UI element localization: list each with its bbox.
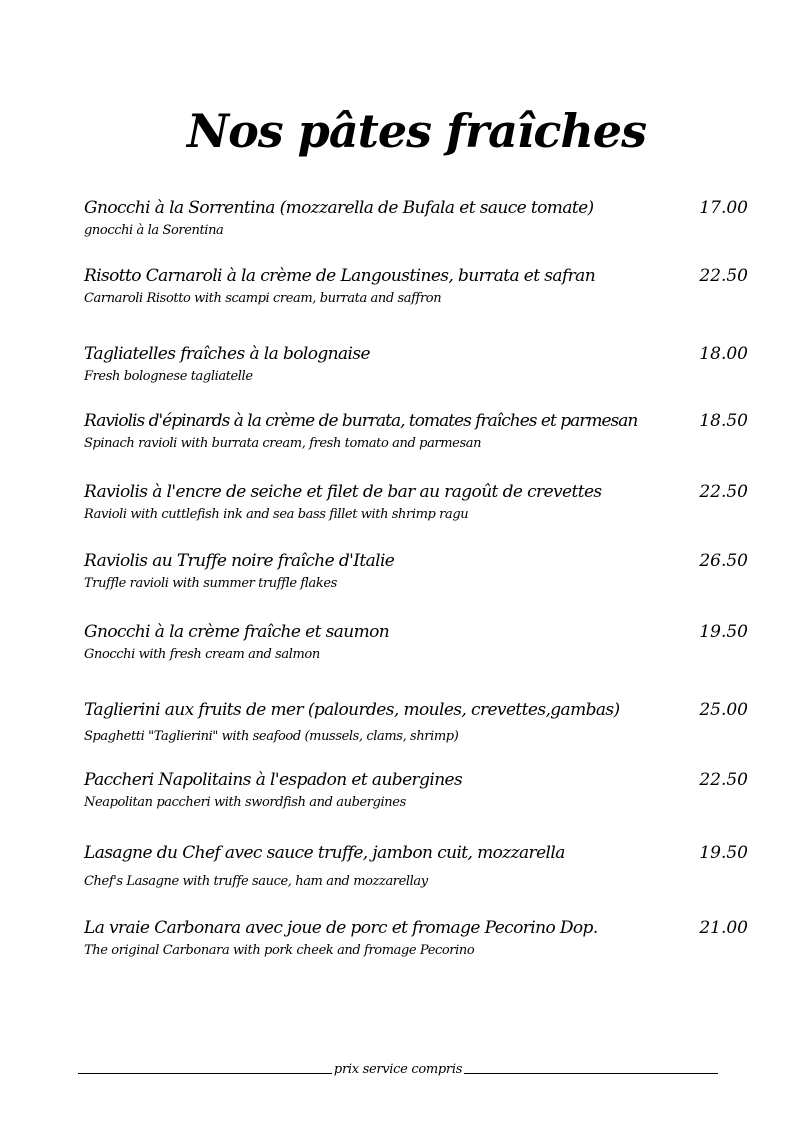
- item-price: 19.50: [699, 622, 748, 642]
- item-price: 19.50: [699, 843, 748, 863]
- menu-item: [84, 916, 748, 960]
- footer: [78, 1060, 718, 1080]
- item-name: Taglierini aux fruits de mer (palourdes, moules, crevettes,gambas): [84, 700, 620, 720]
- item-description: Spinach ravioli with burrata cream, fresh tomato and parmesan: [84, 436, 482, 451]
- page-title: Nos pâtes fraîches: [187, 104, 646, 158]
- item-name: Paccheri Napolitains à l'espadon et aubergines: [84, 770, 463, 790]
- item-price: 21.00: [699, 918, 748, 938]
- menu-item: [84, 342, 748, 386]
- item-name: Risotto Carnaroli à la crème de Langoustines, burrata et safran: [84, 266, 596, 286]
- item-name: Raviolis à l'encre de seiche et filet de bar au ragoût de crevettes: [84, 482, 602, 502]
- item-name: Raviolis d'épinards à la crème de burrata, tomates fraîches et parmesan: [84, 411, 638, 431]
- item-description: Neapolitan paccheri with swordfish and aubergines: [84, 795, 406, 810]
- item-name: Lasagne du Chef avec sauce truffe, jambon cuit, mozzarella: [84, 843, 565, 863]
- item-description: Chef's Lasagne with truffe sauce, ham and mozzarellay: [84, 874, 428, 889]
- item-description: Spaghetti "Taglierini" with seafood (mussels, clams, shrimp): [84, 729, 459, 744]
- item-description: Fresh bolognese tagliatelle: [84, 369, 253, 384]
- footer-divider-left: [78, 1073, 332, 1074]
- menu-item: [84, 409, 748, 453]
- item-price: 22.50: [699, 482, 748, 502]
- item-price: 18.00: [699, 344, 748, 364]
- menu-item: [84, 549, 748, 593]
- menu-item: [84, 264, 748, 308]
- item-price: 18.50: [699, 411, 748, 431]
- menu-item: [84, 841, 748, 891]
- menu-item: [84, 698, 748, 746]
- footer-divider-right: [464, 1073, 718, 1074]
- item-price: 25.00: [699, 700, 748, 720]
- menu-item: [84, 768, 748, 812]
- item-description: The original Carbonara with pork cheek and fromage Pecorino: [84, 943, 475, 958]
- item-name: Raviolis au Truffe noire fraîche d'Italie: [84, 551, 395, 571]
- item-name: Gnocchi à la Sorrentina (mozzarella de Bufala et sauce tomate): [84, 198, 594, 218]
- item-price: 17.00: [699, 198, 748, 218]
- item-description: Ravioli with cuttlefish ink and sea bass fillet with shrimp ragu: [84, 507, 469, 522]
- item-name: Tagliatelles fraîches à la bolognaise: [84, 344, 370, 364]
- item-description: gnocchi à la Sorentina: [84, 223, 224, 238]
- item-price: 26.50: [699, 551, 748, 571]
- menu-item: [84, 196, 748, 240]
- item-description: Truffle ravioli with summer truffle flakes: [84, 576, 337, 591]
- item-description: Carnaroli Risotto with scampi cream, burrata and saffron: [84, 291, 442, 306]
- menu-item: [84, 480, 748, 524]
- item-description: Gnocchi with fresh cream and salmon: [84, 647, 320, 662]
- item-name: La vraie Carbonara avec joue de porc et fromage Pecorino Dop.: [84, 918, 598, 938]
- item-price: 22.50: [699, 266, 748, 286]
- menu-item: [84, 620, 748, 664]
- item-price: 22.50: [699, 770, 748, 790]
- footer-note: prix service compris: [333, 1062, 463, 1077]
- item-name: Gnocchi à la crème fraîche et saumon: [84, 622, 390, 642]
